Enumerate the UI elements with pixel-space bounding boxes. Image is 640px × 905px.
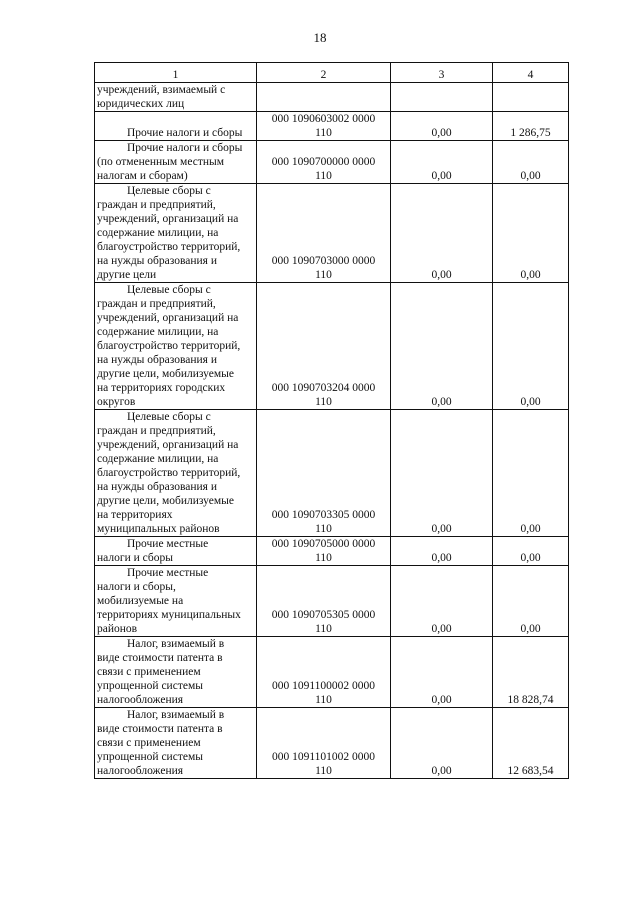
header-col-3: 3 <box>391 63 493 83</box>
row-name <box>95 708 257 779</box>
row-code-line: 110 <box>315 694 332 706</box>
row-code <box>257 112 391 141</box>
row-value-col3: 0,00 <box>391 566 493 637</box>
row-name-line: Прочие местные <box>127 538 209 550</box>
row-name-line: Налог, взимаемый в <box>127 638 225 650</box>
row-name <box>95 566 257 637</box>
header-col-1: 1 <box>95 63 257 83</box>
row-code-line: 000 1090703305 0000 <box>271 509 376 521</box>
row-name-line: упрощенной системы <box>97 751 203 763</box>
row-code <box>257 83 391 112</box>
row-name-line: учреждений, организаций на <box>97 213 239 225</box>
row-name-line: округов <box>97 396 136 408</box>
row-value-col3: 0,00 <box>391 410 493 537</box>
row-code-line: 110 <box>315 523 332 535</box>
row-value-col4: 12 683,54 <box>493 708 569 779</box>
row-name-line: налогообложения <box>97 765 184 777</box>
row-name-line: другие цели, мобилизуемые <box>97 495 234 507</box>
row-value-col3: 0,00 <box>391 184 493 283</box>
row-value-col3: 0,00 <box>391 283 493 410</box>
row-code-line: 110 <box>315 552 332 564</box>
row-name-line: на нужды образования и <box>97 255 217 267</box>
table-row <box>95 83 569 112</box>
table-row <box>95 141 569 184</box>
revenue-table <box>94 62 569 779</box>
row-code <box>257 708 391 779</box>
table-row <box>95 283 569 410</box>
row-value-col4: 0,00 <box>493 141 569 184</box>
row-value-col3: 0,00 <box>391 537 493 566</box>
row-name-line: благоустройство территорий, <box>97 340 241 352</box>
row-name-line: виде стоимости патента в <box>97 723 223 735</box>
row-name-line: Целевые сборы с <box>127 284 211 296</box>
row-code <box>257 283 391 410</box>
row-name-line: налоги и сборы, <box>97 581 176 593</box>
table-row <box>95 112 569 141</box>
row-name <box>95 112 257 141</box>
row-name <box>95 184 257 283</box>
row-name-line: налогообложения <box>97 694 184 706</box>
row-name <box>95 537 257 566</box>
row-name-line: юридических лиц <box>97 98 185 110</box>
row-name-line: на территориях <box>97 509 173 521</box>
row-name-line: Прочие местные <box>127 567 209 579</box>
row-code-line: 110 <box>315 765 332 777</box>
row-name-line: налогам и сборам) <box>97 170 188 182</box>
row-code <box>257 410 391 537</box>
row-code-line: 000 1090700000 0000 <box>271 156 376 168</box>
row-name-line: учреждений, взимаемый с <box>97 84 226 96</box>
row-name-line: территориях муниципальных <box>97 609 241 621</box>
row-code <box>257 141 391 184</box>
row-name-line: Целевые сборы с <box>127 185 211 197</box>
row-name-line: (по отмененным местным <box>97 156 225 168</box>
row-name-line: связи с применением <box>97 666 201 678</box>
row-value-col3: 0,00 <box>391 141 493 184</box>
row-code-line: 110 <box>315 269 332 281</box>
table-row <box>95 708 569 779</box>
row-name <box>95 283 257 410</box>
table-row <box>95 184 569 283</box>
row-name-line: содержание милиции, на <box>97 227 219 239</box>
row-name-line: учреждений, организаций на <box>97 439 239 451</box>
row-name <box>95 410 257 537</box>
row-name-line: учреждений, организаций на <box>97 312 239 324</box>
row-value-col3: 0,00 <box>391 637 493 708</box>
row-name <box>95 141 257 184</box>
row-name-line: граждан и предприятий, <box>97 199 216 211</box>
row-code-line: 000 1090703204 0000 <box>271 382 376 394</box>
row-name-line: другие цели, мобилизуемые <box>97 368 234 380</box>
row-name-line: Целевые сборы с <box>127 411 211 423</box>
row-name-line: связи с применением <box>97 737 201 749</box>
row-value-col3: 0,00 <box>391 708 493 779</box>
row-name-line: Прочие налоги и сборы <box>127 142 243 154</box>
row-name-line: Налог, взимаемый в <box>127 709 225 721</box>
row-name-line: на территориях городских <box>97 382 226 394</box>
row-code-line: 000 1090705000 0000 <box>271 538 376 550</box>
row-name-line: упрощенной системы <box>97 680 203 692</box>
row-name-line: содержание милиции, на <box>97 453 219 465</box>
table-header-row <box>95 63 569 83</box>
table-row <box>95 637 569 708</box>
row-name-line: на нужды образования и <box>97 354 217 366</box>
row-name-line: районов <box>97 623 138 635</box>
row-code-line: 000 1090705305 0000 <box>271 609 376 621</box>
row-code-line: 110 <box>315 623 332 635</box>
row-value-col4: 0,00 <box>493 566 569 637</box>
page-number: 18 <box>313 30 327 45</box>
header-col-2: 2 <box>257 63 391 83</box>
row-code <box>257 537 391 566</box>
row-value-col4: 0,00 <box>493 537 569 566</box>
row-value-col3: 0,00 <box>391 112 493 141</box>
row-code-line: 110 <box>315 396 332 408</box>
row-name-line: другие цели <box>97 269 157 281</box>
row-value-col4: 0,00 <box>493 283 569 410</box>
row-name-line: на нужды образования и <box>97 481 217 493</box>
row-code <box>257 637 391 708</box>
row-code-line: 110 <box>315 127 332 139</box>
row-name-line: содержание милиции, на <box>97 326 219 338</box>
row-value-col4 <box>493 83 569 112</box>
row-code-line: 110 <box>315 170 332 182</box>
row-value-col3 <box>391 83 493 112</box>
row-name <box>95 637 257 708</box>
table-row <box>95 410 569 537</box>
table-body <box>95 83 569 779</box>
row-name-line: муниципальных районов <box>97 523 220 535</box>
row-value-col4: 0,00 <box>493 184 569 283</box>
row-code <box>257 184 391 283</box>
row-value-col4: 0,00 <box>493 410 569 537</box>
row-name-line: благоустройство территорий, <box>97 241 241 253</box>
row-code-line: 000 1090703000 0000 <box>271 255 376 267</box>
row-value-col4: 18 828,74 <box>493 637 569 708</box>
row-code-line: 000 1091100002 0000 <box>271 680 376 692</box>
table-row <box>95 537 569 566</box>
row-value-col4: 1 286,75 <box>493 112 569 141</box>
table-row <box>95 566 569 637</box>
header-col-4: 4 <box>493 63 569 83</box>
row-name-line: благоустройство территорий, <box>97 467 241 479</box>
row-name-line: налоги и сборы <box>97 552 173 564</box>
row-name-line: мобилизуемые на <box>97 595 184 607</box>
row-name-line: виде стоимости патента в <box>97 652 223 664</box>
row-name-line: граждан и предприятий, <box>97 298 216 310</box>
row-code-line: 000 1091101002 0000 <box>271 751 376 763</box>
row-name-line: Прочие налоги и сборы <box>127 127 243 139</box>
row-name <box>95 83 257 112</box>
row-code-line: 000 1090603002 0000 <box>271 113 376 125</box>
row-name-line: граждан и предприятий, <box>97 425 216 437</box>
row-code <box>257 566 391 637</box>
